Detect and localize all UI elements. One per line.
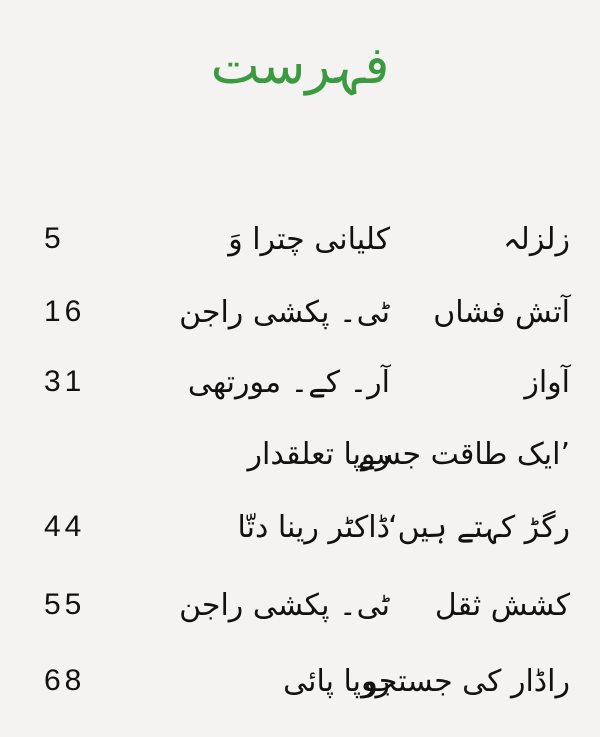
entry-author: روپا پائی xyxy=(283,664,390,699)
entry-title: آواز xyxy=(524,365,570,400)
entry-page: 5 xyxy=(44,222,65,255)
entry-title: کشش ثقل xyxy=(434,588,570,623)
entry-page: 16 xyxy=(44,295,86,328)
page-title: فہرست xyxy=(210,36,390,96)
entry-author: ٹی۔ پکشی راجن xyxy=(179,295,390,330)
entry-title: راڈار کی جستجو xyxy=(363,664,570,699)
entry-author: روپا تعلقدار xyxy=(247,437,390,472)
entry-page: 68 xyxy=(44,664,86,697)
entry-title: زلزلہ xyxy=(503,222,570,257)
entry-author: کلیانی چترا وَ xyxy=(228,222,390,257)
entry-page: 31 xyxy=(44,365,86,398)
toc-entry-line2 xyxy=(0,510,600,570)
toc-entry xyxy=(0,365,600,425)
toc-entry xyxy=(0,664,600,724)
entry-page: 55 xyxy=(44,588,86,621)
toc-entry xyxy=(0,222,600,282)
entry-author-line2: ڈاکٹر رینا دتّا xyxy=(237,510,390,545)
toc-entry xyxy=(0,295,600,355)
entry-title: آتش فشاں xyxy=(433,295,570,330)
toc-entry-multiline xyxy=(0,437,600,497)
entry-title-line2: رگڑ کہتے ہیں‘ xyxy=(388,510,570,545)
entry-page: 44 xyxy=(44,510,86,543)
entry-title: ’ایک طاقت جسے xyxy=(358,437,570,472)
toc-entry xyxy=(0,588,600,648)
entry-author: آر۔ کے۔ مورتھی xyxy=(187,365,390,400)
entry-author: ٹی۔ پکشی راجن xyxy=(179,588,390,623)
